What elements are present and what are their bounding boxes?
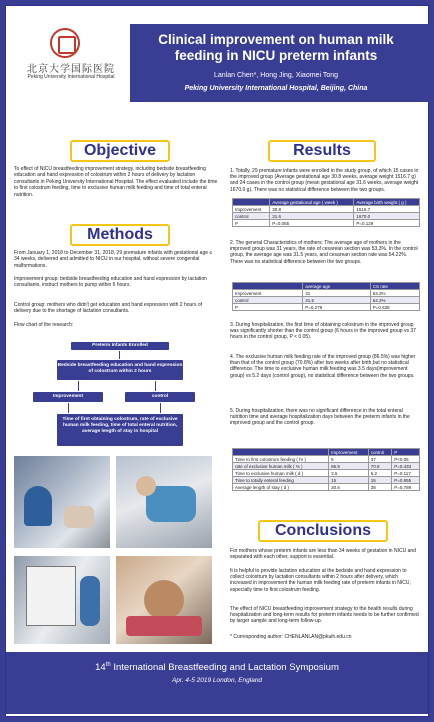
symposium-date-location: Apr. 4-5 2019 London, England (171, 677, 263, 684)
table-cell: 30.8 (270, 206, 354, 213)
table-cell: Improvement (233, 290, 303, 297)
methods-paragraph-2: Improvement group: bedside breastfeeding education and hand expression by lactation consultants, instruct mothers to pump within 6 hours. (14, 276, 207, 289)
table-cell: 5.2 (368, 470, 391, 477)
table-cell: Average length of stay ( d ) (233, 484, 329, 491)
flow-arrow (68, 403, 69, 413)
conclusion-paragraph-2: It is helpful to provide lactation education at the bedside and hand expression to collect colostrum by lactation consultants within 2 hours after delivery, which increased in improvement the human milk feeding rate of preterm infants in NICU, especially time to first colostrum feeding. (230, 568, 411, 593)
table-cell: 86.5 (329, 463, 369, 470)
table-cell: P=0.279 (303, 304, 371, 311)
table-header-cell: P (392, 449, 420, 456)
logo-chinese-name: 北京大学国际医院 (27, 64, 115, 75)
table-cell: 31.5 (303, 297, 371, 304)
table-header-row (233, 449, 420, 456)
edition-number: 14 (95, 662, 106, 674)
table-cell: P<0.05 (392, 456, 420, 463)
result-item-1: 1. Totally, 29 premature infants were enrolled in the study group, of which 15 cases in the improved group (Average gestational age 30.8 weeks, average weight 1516.7 g) and 24 cases in the control group (mean gestational age 31.6 weeks, average weight 1670.0 g). There was no statistical difference between the two groups. (230, 168, 419, 193)
table-row (233, 290, 420, 297)
conclusion-paragraph-1: For mothers whose preterm infants are less than 34 weeks of gestation in NICU and separated with each other, support is essential. (230, 548, 416, 561)
table-header-cell: CS rate (370, 283, 419, 290)
hospital-emblem-icon (50, 28, 80, 58)
table-outcomes (232, 448, 420, 491)
table-header-cell: average age (303, 283, 371, 290)
table-cell: P (233, 304, 303, 311)
objective-heading: Objective (70, 140, 170, 162)
table-cell: 70.8 (368, 463, 391, 470)
table-cell: Improvement (233, 206, 270, 213)
flow-arrow (119, 351, 120, 359)
table-cell: P (233, 220, 270, 227)
table-cell: 37 (368, 456, 391, 463)
table-row (233, 220, 420, 227)
table-gestational-age-weight (232, 198, 420, 227)
table-row (233, 456, 420, 463)
table-cell: Time to exclusive human milk ( d ) (233, 470, 329, 477)
table-cell: 54.2% (370, 297, 419, 304)
table-cell: 15 (329, 477, 369, 484)
result-item-4: 4. The exclusive human milk feeding rate of the improved group (86.5%) was higher than that of the control group (70.8%) after two weeks after birth,but no statistical difference. The time to exclusive human milk feeding was 3.5 days(improvement group) vs 5.2 days (control group), no statistical difference between the two groups. (230, 354, 416, 379)
table-row (233, 463, 420, 470)
table-cell: P=0.129 (354, 220, 420, 227)
table-cell: Time to first colostrum feeding ( hr ) (233, 456, 329, 463)
table-cell: 31.6 (270, 213, 354, 220)
table-cell: 1516.7 (354, 206, 420, 213)
table-cell: Time to totally enteral feeding (233, 477, 329, 484)
flow-box-control: control (124, 391, 196, 403)
photo-nicu-bedside-education (14, 456, 110, 548)
flow-box-outcomes: Time of first obtaining colostrum, rate of exclusive human milk feeding, time of total enteral nutrition, average length of stay in hospital (56, 413, 184, 447)
table-cell: P=0.065 (270, 220, 354, 227)
result-item-2: 2. The general Characteristics of mothers: The average age of mothers in the improved group was 31 years, the rate of cesarean section was 53.3%. In the control group, the average age was 31.5 years, and cesarean section rate was 54.22%. There was no statistical difference between the two groups. (230, 240, 418, 265)
table-cell: 1670.0 (354, 213, 420, 220)
result-item-3: 3. During hospitalization, the first time of obtaining colostrum in the improved group was significantly shorter than the control group (6 hours in the improved group vs 37 hours in the control group, P < 0.05). (230, 322, 416, 341)
flow-arrow (78, 381, 79, 391)
table-header-cell (233, 283, 303, 290)
edition-suffix: th (105, 662, 111, 668)
table-mother-characteristics (232, 282, 420, 311)
conclusions-heading: Conclusions (258, 520, 388, 542)
table-cell: P=0.433 (392, 463, 420, 470)
table-header-cell: control (368, 449, 391, 456)
flow-arrow (155, 381, 156, 391)
table-cell: 30.6 (329, 484, 369, 491)
authors: Lanlan Chen*, Hong Jing, Xiaomei Tong (213, 72, 338, 79)
table-row (233, 297, 420, 304)
flow-arrow (160, 403, 161, 413)
table-header-row (233, 199, 420, 206)
poster-title (136, 32, 416, 64)
title-line-1: Clinical improvement on human milk (158, 32, 394, 47)
table-cell: P=0.955 (392, 477, 420, 484)
title-line-2: feeding in NICU preterm infants (174, 48, 378, 63)
poster-header (6, 6, 428, 104)
table-cell: 6 (329, 456, 369, 463)
table-row (233, 477, 420, 484)
table-cell: 53.3% (370, 290, 419, 297)
table-cell: P=0.638 (370, 304, 419, 311)
table-header-cell (233, 449, 329, 456)
table-header-cell (233, 199, 270, 206)
table-cell: control (233, 213, 270, 220)
objective-text: To effect of NICU breastfeeding improvement strategy, including bedside breastfeeding education and hand expression of colostrum within 2 hours of delivery by lactation consultants in Peking University International Hospital. The effect evaluated include the time to first colostrum feeding, time to exclusive human milk feeding and time of total enteral nutrition. (14, 166, 218, 198)
table-header-row (233, 283, 420, 290)
hospital-logo (12, 28, 130, 88)
table-header-cell: Improvement (329, 449, 369, 456)
table-cell: 3.5 (329, 470, 369, 477)
affiliation: Peking University International Hospital, Beijing, China (184, 85, 368, 92)
photo-hand-expression (116, 456, 212, 548)
table-row (233, 206, 420, 213)
logo-english-name: Peking University International Hospital (27, 74, 115, 80)
corresponding-author: * Corresponding author: CHENLANLAN@pkuih.edu.cn (230, 634, 352, 640)
symposium-title: International Breastfeeding and Lactation Symposium (110, 662, 339, 674)
results-heading: Results (268, 140, 376, 162)
table-cell: 28 (368, 484, 391, 491)
flow-box-education: Bedside breastfeeding education and hand expression of colostrum within 2 hours (56, 359, 184, 381)
methods-heading: Methods (70, 224, 170, 246)
flow-box-improvement: Improvement (32, 391, 104, 403)
methods-paragraph-4: Flow chart of the research: (14, 322, 74, 328)
table-row (233, 484, 420, 491)
photo-kangaroo-care (116, 556, 212, 644)
table-row (233, 470, 420, 477)
flow-box-enrolled: Preterm Infants Enrolled (70, 341, 170, 351)
symposium-name (6, 662, 428, 673)
table-row (233, 304, 420, 311)
methods-paragraph-3: Control group: mothers who didn't get education and hand expression with 2 hours of delivery due to the shortage of lactation consultants. (14, 302, 203, 315)
table-cell: 15 (368, 477, 391, 484)
methods-paragraph-1: From January 1, 2018 to December 31, 2018, 29 premature infants with gestational age ≤ 34 weeks, delivered and admitted to NICU in our hospital, without severe congenital malformations. (14, 250, 213, 269)
table-row (233, 213, 420, 220)
table-cell: 31 (303, 290, 371, 297)
table-cell: P=0.117 (392, 470, 420, 477)
table-cell: P=0.789 (392, 484, 420, 491)
table-cell: control (233, 297, 303, 304)
table-header-cell: Average gestational age ( week ) (270, 199, 354, 206)
conclusion-paragraph-3: The effect of NICU breastfeeding improvement strategy to the health results during hospitalization and long-term results for preterm infants needs to be further confirmed by larger sample and long-term follow-up. (230, 606, 419, 625)
table-header-cell: Average birth weight ( g ) (354, 199, 420, 206)
photo-nicu-incubator (14, 556, 110, 644)
result-item-5: 5. During hospitalization, there was no significant difference in the total enteral nutrition time and average hospitalization days between the preterm infants in the improved group and the control group. (230, 408, 410, 427)
poster-footer (6, 652, 428, 714)
table-cell: rate of exclusive human milk ( % ) (233, 463, 329, 470)
